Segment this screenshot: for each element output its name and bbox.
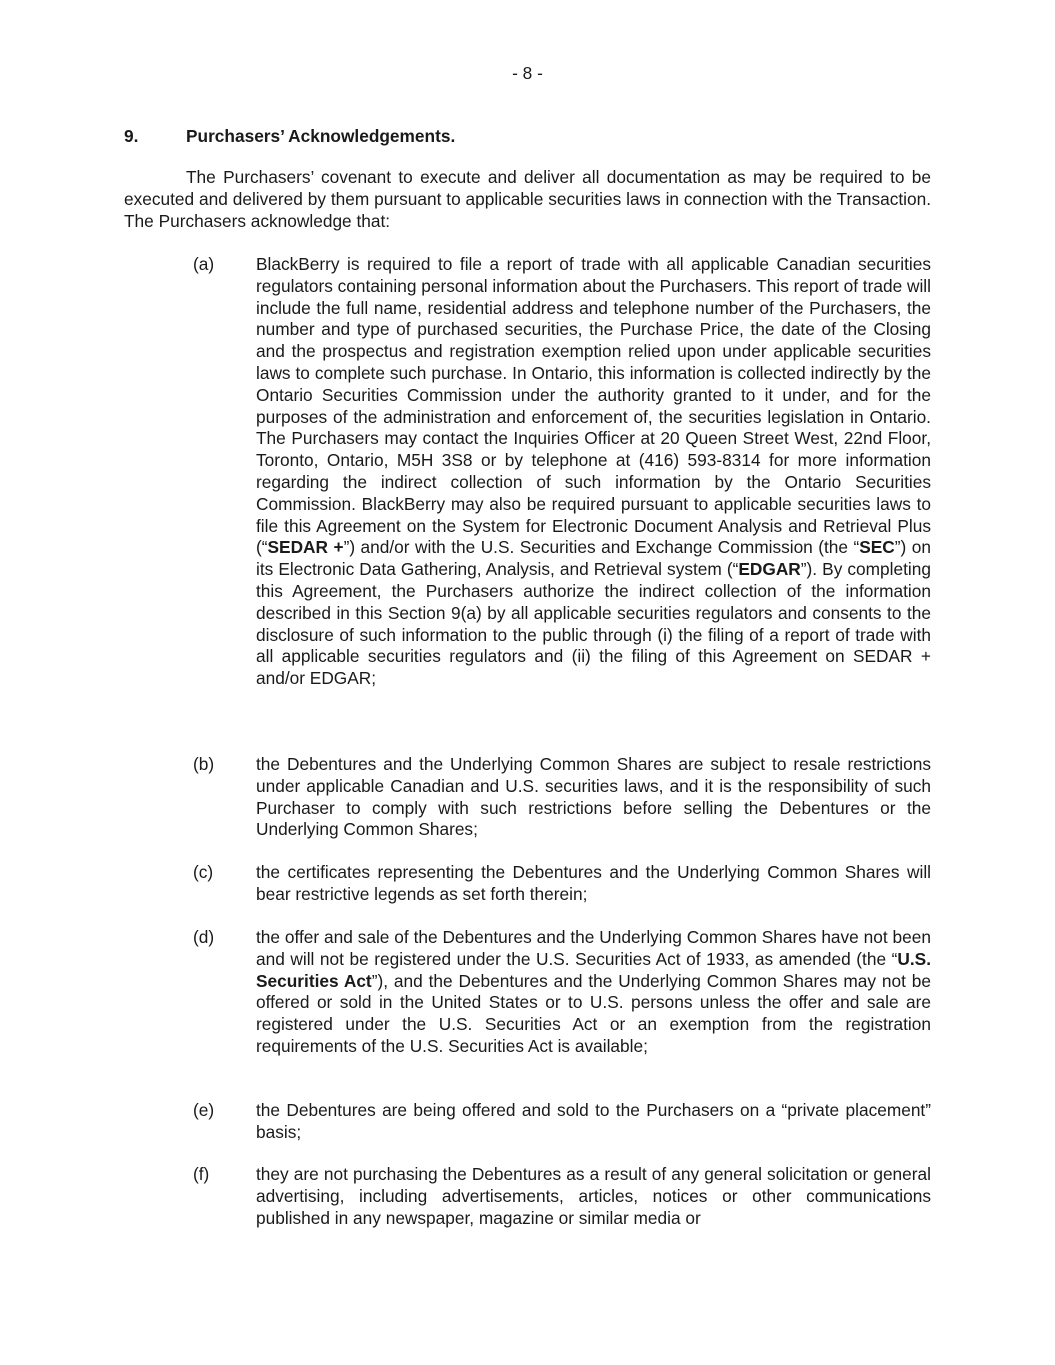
section-title: Purchasers’ Acknowledgements. xyxy=(186,126,456,146)
clause-text: the certificates representing the Debentures and the Underlying Common Shares will bear restrictive legends as set forth therein; xyxy=(256,862,931,904)
intro-paragraph: The Purchasers’ covenant to execute and deliver all documentation as may be required to be executed and delivered by them pursuant to applicable securities laws in connection with the Transaction. The Purchasers acknowledge that: xyxy=(124,167,931,231)
clause-a xyxy=(193,254,931,690)
clause-label: (d) xyxy=(193,927,215,947)
clause-text xyxy=(256,927,931,1058)
clause-label: (b) xyxy=(193,754,215,774)
clause-text-segment: BlackBerry is required to file a report of trade with all applicable Canadian securities regulators containing personal information about the Purchasers. This report of trade will include the full name, residential address and telephone number of the Purchasers, the number and type of purchased securities, the Purchase Price, the date of the Closing and the prospectus and registration exemption relied upon under applicable securities laws to complete such purchase. In Ontario, this information is collected indirectly by the Ontario Securities Commission under the authority granted to it under, and for the purposes of the administration and enforcement of, the securities legislation in Ontario. The Purchasers may contact the Inquiries Officer at 20 Queen Street West, 22nd Floor, Toronto, Ontario, M5H 3S8 or by telephone at (416) 593-8314 for more information regarding the indirect collection of such information by the Ontario Securities Commission. BlackBerry may also be required pursuant to applicable securities laws to file this Agreement on the System for Electronic Document Analysis and Retrieval Plus (“ xyxy=(256,254,931,558)
clause-text-segment: ”) on its Electronic Data Gathering, Analysis, and Retrieval system (“ xyxy=(256,537,931,580)
clause-text: the Debentures and the Underlying Common Shares are subject to resale restrictions under applicable Canadian and U.S. securities laws, and it is the responsibility of such Purchaser to comply with such restrictions before selling the Debentures or the Underlying Common Shares; xyxy=(256,754,931,840)
clause-label: (e) xyxy=(193,1100,215,1120)
clause-f xyxy=(193,1164,931,1229)
clause-b xyxy=(193,754,931,841)
page-number: - 8 - xyxy=(512,63,543,83)
clause-text: the Debentures are being offered and sold to the Purchasers on a “private placement” basis; xyxy=(256,1100,931,1142)
clause-c xyxy=(193,862,931,906)
clause-e xyxy=(193,1100,931,1144)
clause-label: (c) xyxy=(193,862,214,882)
clause-text-segment: ”) and/or with the U.S. Securities and Exchange Commission (the “ xyxy=(343,537,860,558)
defined-term: SEC xyxy=(859,537,895,558)
clause-text xyxy=(256,254,931,690)
clause-label: (f) xyxy=(193,1164,210,1184)
clause-text-segment: the offer and sale of the Debentures and the Underlying Common Shares have not been and will not be registered under the U.S. Securities Act of 1933, as amended (the “ xyxy=(256,927,931,969)
clause-text-segment: ”). By completing this Agreement, the Purchasers authorize the indirect collection of the information described in this Section 9(a) by all applicable securities regulators and consents to the disclosure of such information to the public through (i) the filing of a report of trade with all applicable securities regulators and (ii) the filing of this Agreement on SEDAR + and/or EDGAR; xyxy=(256,559,931,689)
defined-term: SEDAR + xyxy=(267,537,344,558)
defined-term: EDGAR xyxy=(738,559,801,580)
defined-term: U.S. Securities Act xyxy=(256,948,931,991)
section-heading xyxy=(124,125,455,147)
section-number: 9. xyxy=(124,126,139,146)
clause-d xyxy=(193,927,931,1058)
clause-text: they are not purchasing the Debentures as a result of any general solicitation or general advertising, including advertisements, articles, notices or other communications published in any newspaper, magazine or similar media or xyxy=(256,1164,931,1228)
clause-text-segment: ”), and the Debentures and the Underlying Common Shares may not be offered or sold in the United States or to U.S. persons unless the offer and sale are registered under the U.S. Securities Act or an exemption from the registration requirements of the U.S. Securities Act is available; xyxy=(256,970,931,1056)
clause-label: (a) xyxy=(193,254,215,274)
